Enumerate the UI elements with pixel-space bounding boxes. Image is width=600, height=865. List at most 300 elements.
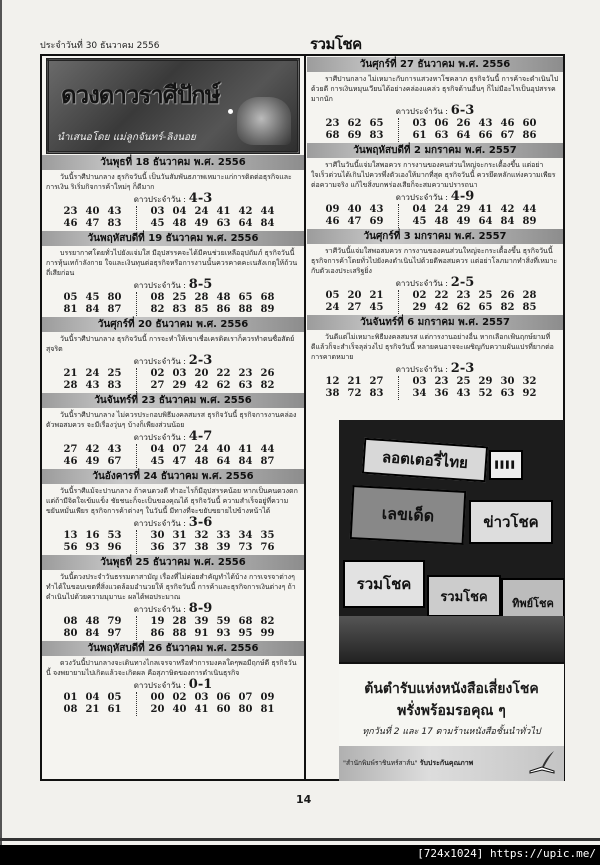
publisher-name: "สำนักพิมพ์ราชินทร์สาส์น" [343, 759, 418, 767]
lucky-number: 82 [260, 380, 275, 391]
lucky-number: 23 [238, 368, 253, 379]
lucky-number: 86 [216, 304, 231, 315]
lucky-number: 47 [347, 216, 362, 227]
lucky-number: 05 [63, 292, 78, 303]
magazine-collage-image [339, 420, 564, 662]
lucky-number: 64 [456, 130, 471, 141]
lucky-number: 67 [500, 130, 515, 141]
lucky-number: 22 [216, 368, 231, 379]
day-heading: วันพฤหัสบดีที่ 26 ธันวาคม พ.ศ. 2556 [42, 641, 304, 656]
lucky-number: 06 [216, 692, 231, 703]
lucky-number: 39 [194, 616, 209, 627]
lucky-number: 04 [150, 444, 165, 455]
lucky-number: 49 [85, 456, 100, 467]
lucky-number: 73 [238, 542, 253, 553]
day-section [42, 317, 304, 392]
lucky-number: 41 [478, 204, 493, 215]
horoscope-text: วันนี้ราศีแม้จะปานกลาง ถ้าคนดวงดี ทำอะไรก็มีอุปสรรคน้อย หากเป็นคนดวงตกแต่ถ้ามีจิตใจเข้มแข็ง ชัยชนะก็จะเป็นของคุณได้ ธุรกิจวันนี้ ความสำเร็จอยู่ที่ความขยันหมั่นเพียร ธุรกิจการค้าต่างๆ ในวันนี้ มีทางที่จะขยับขยายไปข้างหน้าได้ [46, 487, 298, 515]
lucky-number: 93 [85, 542, 100, 553]
lucky-number: 26 [260, 368, 275, 379]
ad-footer [339, 746, 564, 781]
lucky-star-label: ดาวประจำวัน : [133, 281, 186, 290]
day-section [42, 555, 304, 640]
lucky-number: 41 [238, 444, 253, 455]
lucky-number: 96 [107, 542, 122, 553]
lucky-number: 60 [216, 704, 231, 715]
lucky-number: 25 [456, 376, 471, 387]
lucky-number: 91 [194, 628, 209, 639]
lucky-number: 05 [107, 692, 122, 703]
magazine-cover: ลอตเตอรี่ไทย [362, 438, 488, 483]
lucky-star-row [42, 355, 304, 368]
lucky-number: 24 [194, 206, 209, 217]
lucky-number: 67 [107, 456, 122, 467]
day-section [42, 469, 304, 554]
day-heading: วันศุกร์ที่ 20 ธันวาคม พ.ศ. 2556 [42, 317, 304, 332]
lucky-star-value: 3-6 [188, 515, 213, 530]
number-separator [136, 692, 147, 716]
lucky-numbers [307, 376, 563, 400]
lucky-numbers-group-a [64, 444, 130, 468]
lucky-star-value: 0-1 [188, 677, 213, 692]
lucky-number: 40 [216, 444, 231, 455]
lucky-number: 16 [85, 530, 100, 541]
lucky-number: 85 [522, 302, 537, 313]
lucky-star-row [42, 679, 304, 692]
day-section [307, 57, 563, 142]
lucky-number: 27 [63, 444, 78, 455]
lucky-star-label: ดาวประจำวัน : [133, 519, 186, 528]
lucky-number: 43 [85, 380, 100, 391]
horoscope-text: ราศีในวันนี้แจ่มใสพอควร การงานของคนส่วนใหญ่จะกระเตื้องขึ้น แต่อย่าใจเร็วด่วนได้เกินไปควรพึ่งตัวเองให้มากที่สุด ธุรกิจวันนี้ ควรยึดหลักแห่งความเพียรต่อความจริง แก้ไขสิ่งบกพร่องเสียก็จะสมความปรารถนา [311, 161, 556, 189]
lucky-number: 48 [216, 292, 231, 303]
day-section [307, 143, 563, 228]
lucky-number: 26 [456, 118, 471, 129]
lucky-number: 13 [63, 530, 78, 541]
banner-title: ดวงดาวราศีปักษ์ [61, 81, 220, 109]
lucky-number: 21 [63, 368, 78, 379]
barcode-icon: ▌▌▌▌ [489, 450, 523, 480]
lucky-number: 46 [63, 218, 78, 229]
lucky-number: 92 [522, 388, 537, 399]
number-separator [398, 118, 409, 142]
lucky-number: 38 [325, 388, 340, 399]
magazine-cover: ข่าวโชค [469, 500, 553, 544]
lucky-number: 27 [347, 302, 362, 313]
lucky-number: 04 [172, 206, 187, 217]
lucky-number: 66 [478, 130, 493, 141]
lucky-number: 49 [194, 218, 209, 229]
lucky-numbers [42, 444, 304, 468]
lucky-number: 82 [150, 304, 165, 315]
day-heading: วันจันทร์ที่ 6 มกราคม พ.ศ. 2557 [307, 315, 563, 330]
lucky-numbers-group-a [326, 204, 392, 228]
page-number: 14 [296, 793, 312, 806]
number-separator [398, 204, 409, 228]
lucky-number: 49 [456, 216, 471, 227]
lucky-number: 26 [500, 290, 515, 301]
horoscope-text: ดวงวันนี้ปานกลางจะเดินทางไกลเจรจาหรือทำการมงคลใดๆพอมีฤกษ์ดี ธุรกิจวันนี้ จงพยายามไปเกิดแล้วจะเกิดผล คือสุภาษิตของการดำเนินธุรกิจ [46, 659, 297, 677]
lucky-star-label: ดาวประจำวัน : [395, 365, 448, 374]
lucky-number: 62 [216, 380, 231, 391]
left-column [42, 56, 304, 716]
lucky-number: 83 [172, 304, 187, 315]
lucky-numbers [307, 290, 563, 314]
lucky-numbers-group-a [64, 206, 130, 230]
lucky-number: 45 [150, 456, 165, 467]
lucky-numbers-group-a [64, 292, 130, 316]
lucky-star-row [42, 603, 304, 616]
lucky-number: 83 [369, 388, 384, 399]
lucky-number: 47 [172, 456, 187, 467]
lucky-number: 48 [85, 616, 100, 627]
lucky-number: 20 [347, 290, 362, 301]
lucky-number: 23 [325, 118, 340, 129]
banner-byline: นำเสนอโดย แม่ลูกจันทร์-ลิงนอย [57, 132, 196, 143]
lucky-number: 23 [434, 376, 449, 387]
lucky-number: 86 [150, 628, 165, 639]
lucky-number: 65 [369, 118, 384, 129]
lucky-number: 35 [260, 530, 275, 541]
lucky-number: 29 [456, 204, 471, 215]
lucky-number: 31 [172, 530, 187, 541]
lucky-number: 27 [150, 380, 165, 391]
lucky-numbers-group-b [413, 118, 545, 142]
lucky-number: 00 [150, 692, 165, 703]
horoscope-text: วันดีแต่ไม่เหมาะพิธีมงคลสมรส แต่การงานอย่างอื่น หากเลือกเฟ้นฤกษ์ยามที่ดีแล้วก็จะสำเร็จลุล่วงไป ธุรกิจวันนี้ หลายคนอาจจะเผชิญกับความผันแปรที่ยากต่อการคาดหมาย [311, 333, 554, 361]
ad-schedule: ทุกวันที่ 2 และ 17 ตามร้านหนังสือชั้นนำทั่วไป [362, 727, 541, 737]
lucky-numbers-group-b [151, 206, 283, 230]
lucky-number: 95 [238, 628, 253, 639]
lucky-number: 83 [107, 380, 122, 391]
lucky-number: 47 [85, 218, 100, 229]
horoscope-text: บรรยากาศโดยทั่วไปยังแจ่มใส มีอุปสรรคจะได้มีคนช่วยเหลืออุปถัมภ์ ธุรกิจวันนี้ การหุ้นเทก้าลังกาย ใจและเงินทุนต่อธุรกิจหรือการงานนั้นควรคาดคะเนสังเกตุให้ถ้วนถี่เสียก่อน [46, 249, 298, 277]
lucky-number: 39 [216, 542, 231, 553]
lucky-number: 82 [260, 616, 275, 627]
lucky-numbers [42, 616, 304, 640]
lucky-number: 69 [347, 130, 362, 141]
number-separator [136, 530, 147, 554]
lucky-star-value: 2-3 [450, 361, 475, 376]
lucky-star-value: 2-5 [450, 275, 475, 290]
lucky-star-label: ดาวประจำวัน : [133, 195, 186, 204]
lucky-number: 07 [172, 444, 187, 455]
lucky-number: 97 [107, 628, 122, 639]
lucky-number: 34 [412, 388, 427, 399]
lucky-star-label: ดาวประจำวัน : [395, 107, 448, 116]
magazine-cover: เลขเด็ด [350, 485, 467, 545]
lucky-number: 82 [500, 302, 515, 313]
lucky-number: 24 [85, 368, 100, 379]
lucky-number: 44 [260, 206, 275, 217]
lucky-number: 38 [194, 542, 209, 553]
lucky-number: 64 [478, 216, 493, 227]
lucky-number: 87 [107, 304, 122, 315]
lucky-number: 63 [500, 388, 515, 399]
day-section [42, 641, 304, 716]
lucky-number: 42 [194, 380, 209, 391]
lucky-number: 63 [238, 380, 253, 391]
lucky-number: 85 [194, 304, 209, 315]
lucky-number: 43 [456, 388, 471, 399]
lucky-number: 43 [107, 206, 122, 217]
lucky-numbers-group-b [413, 290, 545, 314]
lucky-star-value: 4-3 [188, 191, 213, 206]
lucky-number: 02 [412, 290, 427, 301]
lucky-number: 32 [522, 376, 537, 387]
lucky-star-label: ดาวประจำวัน : [133, 681, 186, 690]
lucky-number: 63 [216, 218, 231, 229]
lucky-number: 45 [412, 216, 427, 227]
lucky-number: 01 [63, 692, 78, 703]
lucky-number: 62 [456, 302, 471, 313]
lucky-number: 25 [107, 368, 122, 379]
lucky-numbers-group-a [64, 616, 130, 640]
lucky-number: 81 [63, 304, 78, 315]
ad-footer-text [343, 758, 473, 769]
lucky-number: 23 [456, 290, 471, 301]
lucky-number: 28 [172, 616, 187, 627]
lucky-number: 34 [238, 530, 253, 541]
lucky-star-label: ดาวประจำวัน : [395, 279, 448, 288]
issue-date: ประจำวันที่ 30 ธันวาคม 2556 [40, 41, 160, 51]
lucky-numbers-group-b [151, 616, 283, 640]
ad-headline: ต้นตำรับแห่งหนังสือเสี่ยงโชค [364, 681, 539, 697]
lucky-number: 42 [500, 204, 515, 215]
lucky-number: 02 [172, 692, 187, 703]
lucky-number: 84 [260, 218, 275, 229]
lucky-numbers [42, 292, 304, 316]
lion-icon [237, 97, 291, 145]
number-separator [136, 616, 147, 640]
lucky-number: 08 [150, 292, 165, 303]
number-separator [136, 368, 147, 392]
horoscope-text: วันนี้ราศีปานกลาง ธุรกิจวันนี้ เป็นวันสัมพันธภาพเหมาะแก่การติดต่อธุรกิจและการเงิน ริเริ่มกิจการค้าใหม่ๆ ก็ดีมาก [46, 173, 292, 191]
page-bottom-rule [0, 838, 600, 841]
lucky-number: 65 [478, 302, 493, 313]
lucky-number: 07 [238, 692, 253, 703]
lucky-numbers-group-b [151, 692, 283, 716]
lucky-numbers-group-b [151, 292, 283, 316]
lucky-number: 84 [238, 456, 253, 467]
lucky-number: 68 [260, 292, 275, 303]
lucky-star-label: ดาวประจำวัน : [133, 357, 186, 366]
lucky-number: 03 [412, 118, 427, 129]
lucky-numbers-group-b [151, 444, 283, 468]
magazine-cover: ทิพย์โชค [501, 578, 564, 628]
lucky-number: 04 [412, 204, 427, 215]
lucky-number: 46 [63, 456, 78, 467]
lucky-number: 27 [369, 376, 384, 387]
lucky-number: 68 [238, 616, 253, 627]
right-column [307, 56, 563, 400]
day-section [42, 393, 304, 468]
lucky-star-row [307, 105, 563, 118]
lucky-number: 43 [478, 118, 493, 129]
lucky-number: 48 [434, 216, 449, 227]
lucky-numbers-group-a [326, 376, 392, 400]
lucky-number: 59 [216, 616, 231, 627]
lucky-number: 62 [347, 118, 362, 129]
lucky-numbers-group-b [151, 530, 283, 554]
left-day-sections [42, 155, 304, 716]
lucky-number: 65 [238, 292, 253, 303]
lucky-star-label: ดาวประจำวัน : [395, 193, 448, 202]
lucky-number: 19 [150, 616, 165, 627]
lucky-number: 24 [325, 302, 340, 313]
lucky-number: 86 [522, 130, 537, 141]
magazine-cover: รวมโชค [427, 575, 501, 617]
lucky-number: 32 [194, 530, 209, 541]
day-heading: วันพุธที่ 18 ธันวาคม พ.ศ. 2556 [42, 155, 304, 170]
lucky-number: 79 [107, 616, 122, 627]
lucky-number: 28 [522, 290, 537, 301]
star-icon [228, 109, 233, 114]
day-section [42, 155, 304, 230]
lucky-number: 83 [107, 218, 122, 229]
lucky-numbers [307, 118, 563, 142]
lucky-number: 88 [238, 304, 253, 315]
lucky-number: 42 [85, 444, 100, 455]
lucky-number: 72 [347, 388, 362, 399]
lucky-number: 20 [194, 368, 209, 379]
lucky-number: 30 [150, 530, 165, 541]
lucky-number: 43 [369, 204, 384, 215]
lucky-number: 88 [172, 628, 187, 639]
day-heading: วันอังคารที่ 24 ธันวาคม พ.ศ. 2556 [42, 469, 304, 484]
lucky-number: 09 [325, 204, 340, 215]
lucky-number: 21 [347, 376, 362, 387]
column-divider [304, 56, 306, 779]
day-heading: วันพฤหัสบดีที่ 19 ธันวาคม พ.ศ. 2556 [42, 231, 304, 246]
lucky-number: 21 [369, 290, 384, 301]
lucky-number: 05 [325, 290, 340, 301]
lucky-number: 80 [63, 628, 78, 639]
lucky-star-row [307, 363, 563, 376]
lucky-number: 12 [325, 376, 340, 387]
lucky-number: 28 [194, 292, 209, 303]
lucky-numbers-group-b [413, 376, 545, 400]
lucky-number: 53 [107, 530, 122, 541]
lucky-number: 45 [85, 292, 100, 303]
lucky-number: 03 [194, 692, 209, 703]
lucky-star-row [42, 193, 304, 206]
ad-subheadline: พรั่งพร้อมรอคุณ ๆ [397, 703, 506, 719]
lucky-number: 87 [260, 456, 275, 467]
lucky-number: 64 [238, 218, 253, 229]
lucky-number: 56 [63, 542, 78, 553]
lucky-number: 41 [194, 704, 209, 715]
lucky-number: 61 [412, 130, 427, 141]
lucky-number: 76 [260, 542, 275, 553]
lucky-number: 24 [194, 444, 209, 455]
lucky-number: 64 [216, 456, 231, 467]
collage-bottom-covers [339, 616, 564, 662]
lucky-number: 45 [369, 302, 384, 313]
lucky-number: 20 [150, 704, 165, 715]
number-separator [398, 376, 409, 400]
lucky-number: 29 [412, 302, 427, 313]
advertisement-box [339, 662, 564, 781]
number-separator [136, 292, 147, 316]
lucky-number: 48 [194, 456, 209, 467]
lucky-number: 25 [172, 292, 187, 303]
day-section [307, 315, 563, 400]
lucky-number: 46 [325, 216, 340, 227]
lucky-star-value: 6-3 [450, 103, 475, 118]
day-section [42, 231, 304, 316]
right-day-sections [307, 57, 563, 400]
day-heading: วันศุกร์ที่ 3 มกราคม พ.ศ. 2557 [307, 229, 563, 244]
horoscope-text: วันนี้ดวงประจำวันธรรมดาสามัญ เรื่องที่ไม่ค่อยสำคัญทำได้บ้าง การเจรจาต่างๆ ทำได้ในขอบเขตที่สิ่งแวดล้อมอำนวยให้ ธุรกิจวันนี้ การค้าและธุรกิจการเงินต่างๆ ถ้าดำเนินไปด้วยความมุมานะ ผลได้พอประมาณ [46, 573, 296, 601]
lucky-number: 36 [434, 388, 449, 399]
lucky-number: 80 [238, 704, 253, 715]
lucky-number: 41 [216, 206, 231, 217]
lucky-number: 04 [85, 692, 100, 703]
lucky-number: 28 [63, 380, 78, 391]
lucky-number: 44 [260, 444, 275, 455]
lucky-star-value: 8-5 [188, 277, 213, 292]
lucky-number: 40 [172, 704, 187, 715]
column-banner [46, 58, 300, 154]
lucky-number: 06 [434, 118, 449, 129]
lucky-number: 40 [347, 204, 362, 215]
lucky-number: 25 [478, 290, 493, 301]
day-heading: วันพุธที่ 25 ธันวาคม พ.ศ. 2556 [42, 555, 304, 570]
lucky-number: 61 [107, 704, 122, 715]
lucky-numbers [42, 530, 304, 554]
day-heading: วันจันทร์ที่ 23 ธันวาคม พ.ศ. 2556 [42, 393, 304, 408]
lucky-number: 63 [434, 130, 449, 141]
lucky-number: 69 [369, 216, 384, 227]
watermark-text: [724x1024] https://upic.me/ [417, 847, 596, 860]
lucky-star-row [42, 279, 304, 292]
lucky-number: 83 [369, 130, 384, 141]
quill-book-icon [526, 749, 558, 775]
lucky-numbers [42, 368, 304, 392]
horoscope-text: ราศีปานกลาง ไม่เหมาะกับการแสวงหาโชคลาภ ธุรกิจวันนี้ การค้าจะดำเนินไปด้วยดี การเงินหมุนเวียนได้อย่างคล่องแคล่ว ธุรกิจด้านอื่นๆ ก็ไม่มีอะไรเป็นอุปสรรคมากนัก [311, 75, 559, 103]
lucky-number: 44 [522, 204, 537, 215]
lucky-number: 03 [172, 368, 187, 379]
quality-tagline: รับประกันคุณภาพ [419, 759, 474, 767]
lucky-number: 81 [260, 704, 275, 715]
lucky-numbers-group-a [326, 290, 392, 314]
lucky-number: 08 [63, 616, 78, 627]
lucky-number: 89 [522, 216, 537, 227]
lucky-number: 03 [150, 206, 165, 217]
lucky-number: 84 [85, 628, 100, 639]
number-separator [136, 444, 147, 468]
lucky-number: 29 [478, 376, 493, 387]
lucky-number: 08 [63, 704, 78, 715]
lucky-numbers [42, 206, 304, 230]
lucky-number: 84 [500, 216, 515, 227]
lucky-number: 30 [500, 376, 515, 387]
lucky-number: 33 [216, 530, 231, 541]
lucky-number: 84 [85, 304, 100, 315]
lucky-star-value: 8-9 [188, 601, 213, 616]
lucky-number: 09 [260, 692, 275, 703]
lucky-number: 80 [107, 292, 122, 303]
lucky-number: 99 [260, 628, 275, 639]
lucky-numbers-group-b [413, 204, 545, 228]
lucky-number: 40 [85, 206, 100, 217]
lucky-numbers-group-a [64, 368, 130, 392]
lucky-number: 60 [522, 118, 537, 129]
lucky-star-value: 2-3 [188, 353, 213, 368]
lucky-number: 89 [260, 304, 275, 315]
lucky-number: 93 [216, 628, 231, 639]
